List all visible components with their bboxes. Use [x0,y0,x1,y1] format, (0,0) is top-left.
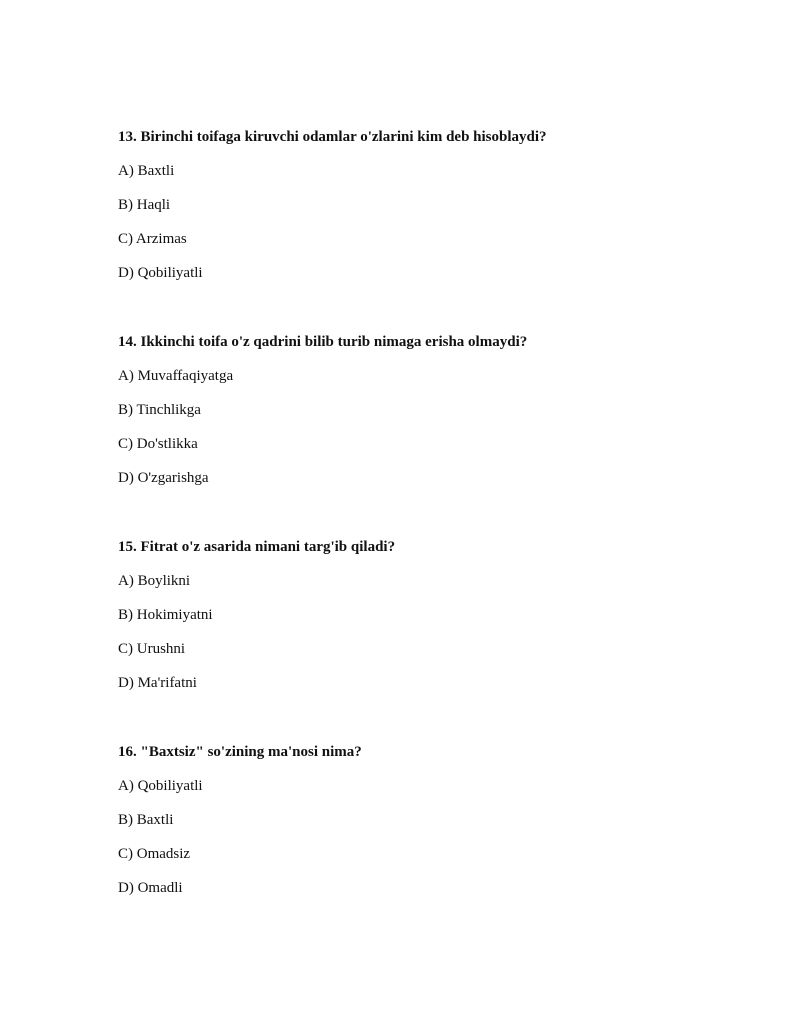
question-16 [118,742,738,898]
question-13 [118,127,738,283]
answer-option-b: B) Tinchlikga [118,402,201,418]
document-page [118,127,738,947]
answer-option-c: C) Urushni [118,641,186,657]
answer-option-b: B) Baxtli [118,812,174,828]
question-title: 15. Fitrat o'z asarida nimani targ'ib qiladi? [118,539,396,555]
question-14 [118,332,738,488]
answer-option-b: B) Haqli [118,197,171,213]
answer-option-c: C) Omadsiz [118,846,191,862]
answer-option-d: D) Ma'rifatni [118,675,197,691]
answer-option-a: A) Qobiliyatli [118,778,203,794]
question-15 [118,537,738,693]
answer-option-d: D) Qobiliyatli [118,265,203,281]
answer-option-b: B) Hokimiyatni [118,607,213,623]
answer-option-d: D) O'zgarishga [118,470,209,486]
answer-option-d: D) Omadli [118,880,183,896]
question-title: 16. "Baxtsiz" so'zining ma'nosi nima? [118,744,362,760]
answer-option-a: A) Baxtli [118,163,175,179]
question-title: 14. Ikkinchi toifa o'z qadrini bilib turib nimaga erisha olmaydi? [118,334,528,350]
answer-option-a: A) Muvaffaqiyatga [118,368,234,384]
question-title: 13. Birinchi toifaga kiruvchi odamlar o'zlarini kim deb hisoblaydi? [118,129,547,145]
answer-option-c: C) Arzimas [118,231,187,247]
answer-option-a: A) Boylikni [118,573,191,589]
answer-option-c: C) Do'stlikka [118,436,198,452]
